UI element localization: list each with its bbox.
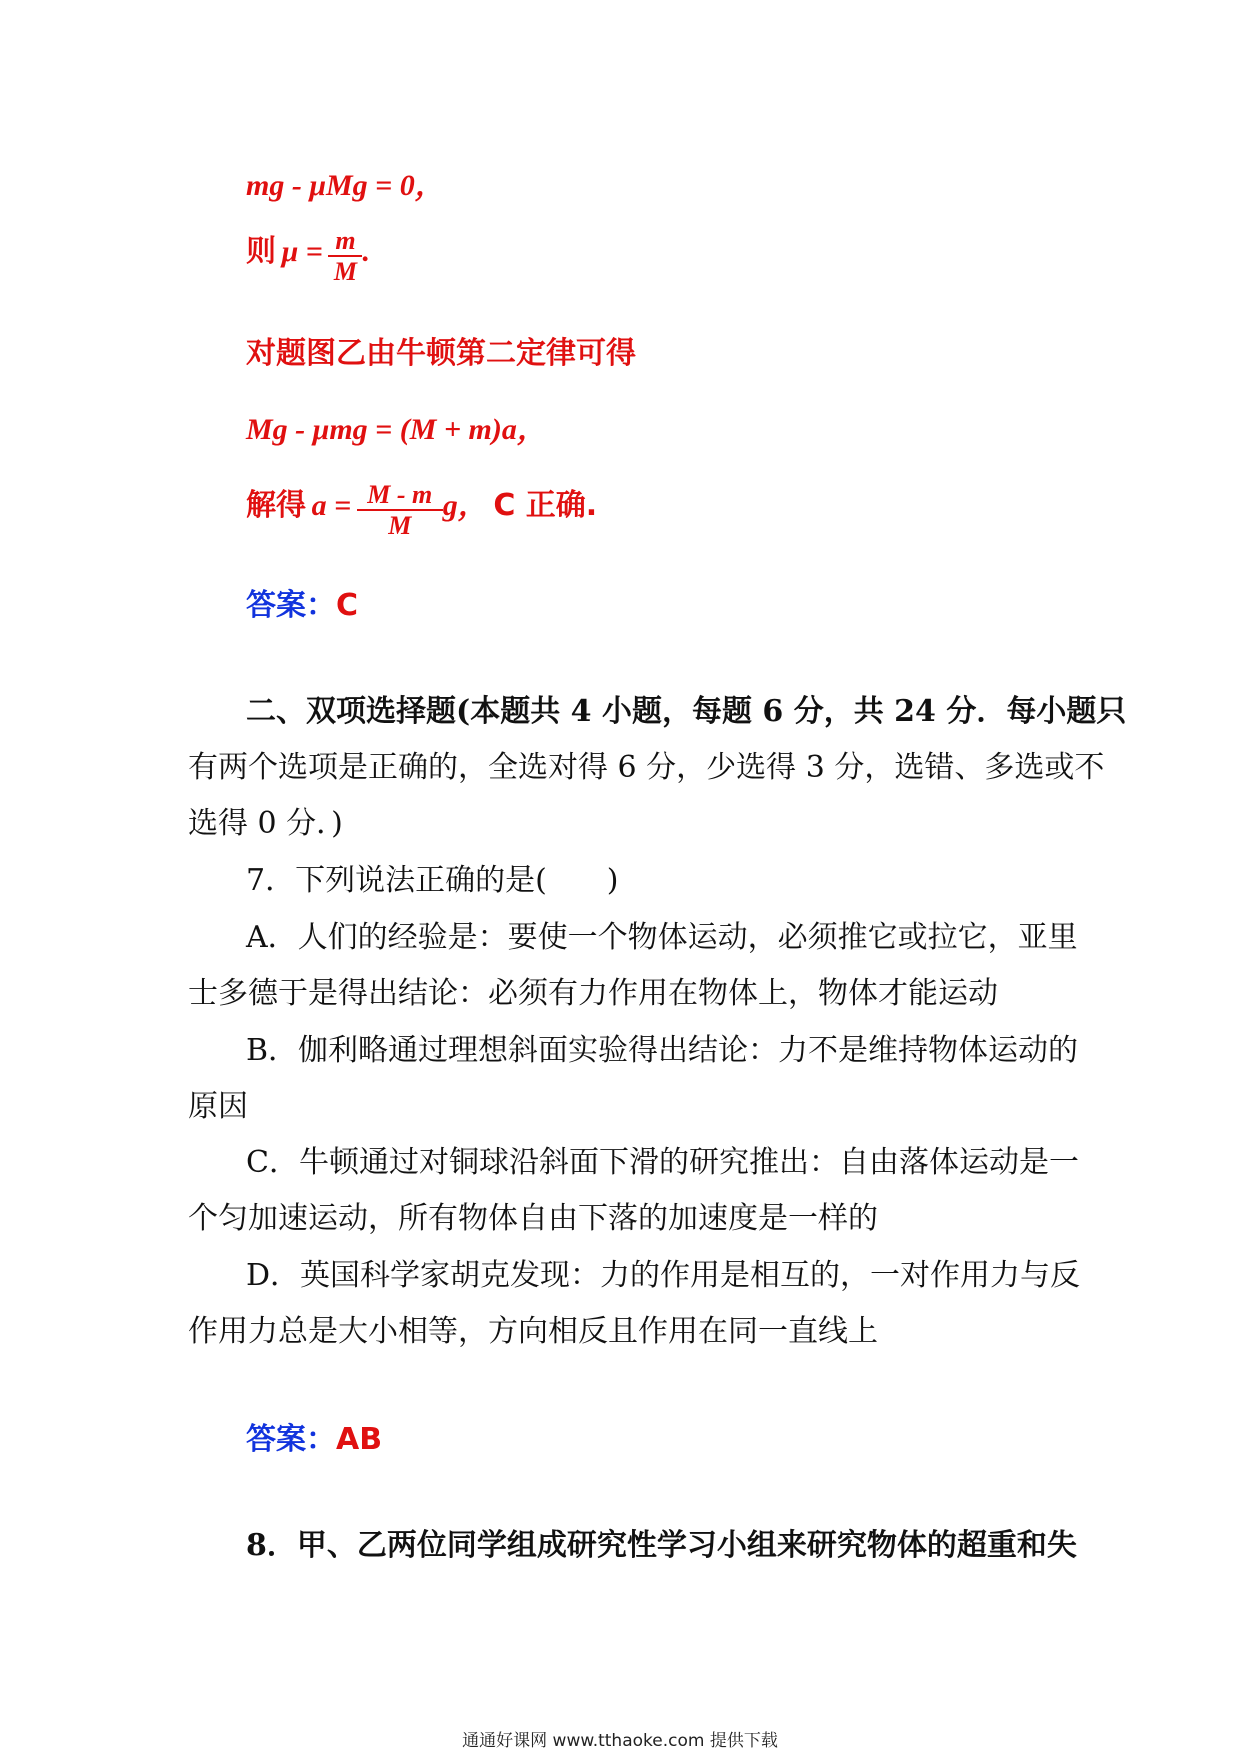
option-text: 作用力总是大小相等，方向相反且作用在同一直线上 bbox=[188, 1314, 878, 1349]
answer-label: 答案： bbox=[246, 1422, 336, 1457]
equation-line-4 bbox=[246, 480, 597, 541]
question-7-stem bbox=[246, 855, 619, 899]
fraction-denominator: M bbox=[388, 510, 412, 540]
option-text: C．牛顿通过对铜球沿斜面下滑的研究推出：自由落体运动是一 bbox=[246, 1145, 1079, 1180]
option-text: 原因 bbox=[188, 1089, 248, 1124]
question-7-option-a-line-1 bbox=[246, 912, 1078, 956]
statement-text: 对题图乙由牛顿第二定律可得 bbox=[246, 336, 636, 371]
option-text: 士多德于是得出结论：必须有力作用在物体上，物体才能运动 bbox=[188, 976, 998, 1011]
fraction-numerator: M - m bbox=[367, 479, 433, 509]
option-text: A．人们的经验是：要使一个物体运动，必须推它或拉它，亚里 bbox=[246, 920, 1078, 955]
option-text: D．英国科学家胡克发现：力的作用是相互的，一对作用力与反 bbox=[246, 1258, 1081, 1293]
equation-text: Mg - μmg = (M + m)a， bbox=[246, 413, 547, 446]
question-7-option-d-line-2 bbox=[188, 1306, 878, 1350]
section-heading-line-1 bbox=[246, 686, 1126, 730]
question-7-option-c-line-2 bbox=[188, 1193, 878, 1237]
page-footer bbox=[0, 1726, 1240, 1751]
solution-statement bbox=[246, 328, 636, 372]
equation-text: mg - μMg = 0， bbox=[246, 169, 445, 202]
section-heading-text: 二、双项选择题(本题共 4 小题，每题 6 分，共 24 分．每小题只 bbox=[246, 694, 1127, 729]
equation-line-3 bbox=[246, 404, 547, 448]
question-7-option-c-line-1 bbox=[246, 1137, 1079, 1181]
equation-prefix: 则 bbox=[246, 234, 276, 269]
answer-label: 答案： bbox=[246, 588, 336, 623]
question-7-option-b-line-1 bbox=[246, 1025, 1078, 1069]
answer-value: AB bbox=[336, 1422, 383, 1457]
answer-value: C bbox=[336, 588, 359, 623]
question-stem-text: 8．甲、乙两位同学组成研究性学习小组来研究物体的超重和失 bbox=[246, 1528, 1077, 1563]
fraction-denominator: M bbox=[333, 256, 357, 286]
footer-text: 通通好课网 www.tthaoke.com 提供下载 bbox=[462, 1731, 778, 1751]
equation-line-1 bbox=[246, 160, 445, 204]
section-heading-line-2 bbox=[188, 742, 1104, 786]
question-8-stem bbox=[246, 1520, 1077, 1564]
equation-line-2 bbox=[246, 226, 370, 287]
option-text: 个匀加速运动，所有物体自由下落的加速度是一样的 bbox=[188, 1201, 878, 1236]
equation-prefix: 解得 bbox=[246, 488, 306, 523]
question-7-option-a-line-2 bbox=[188, 968, 998, 1012]
equation-lhs: μ = bbox=[281, 235, 323, 268]
equation-conclusion: C 正确. bbox=[493, 488, 598, 523]
answer-line-q6 bbox=[246, 580, 358, 624]
section-heading-text: 有两个选项是正确的，全选对得 6 分，少选得 3 分，选错、多选或不 bbox=[188, 750, 1105, 785]
fraction bbox=[328, 227, 362, 287]
equation-lhs: a = bbox=[311, 489, 352, 522]
option-text: B．伽利略通过理想斜面实验得出结论：力不是维持物体运动的 bbox=[246, 1033, 1079, 1068]
answer-line-q7 bbox=[246, 1414, 382, 1458]
question-7-option-d-line-1 bbox=[246, 1250, 1080, 1294]
fraction-numerator: m bbox=[335, 225, 356, 255]
fraction bbox=[357, 481, 443, 541]
question-7-option-b-line-2 bbox=[188, 1081, 248, 1125]
question-stem-text: 7．下列说法正确的是( ) bbox=[246, 863, 619, 898]
section-heading-text: 选得 0 分．) bbox=[188, 806, 343, 841]
section-heading-line-3 bbox=[188, 798, 343, 842]
equation-end: . bbox=[362, 235, 370, 268]
equation-tail: g， bbox=[442, 489, 488, 522]
